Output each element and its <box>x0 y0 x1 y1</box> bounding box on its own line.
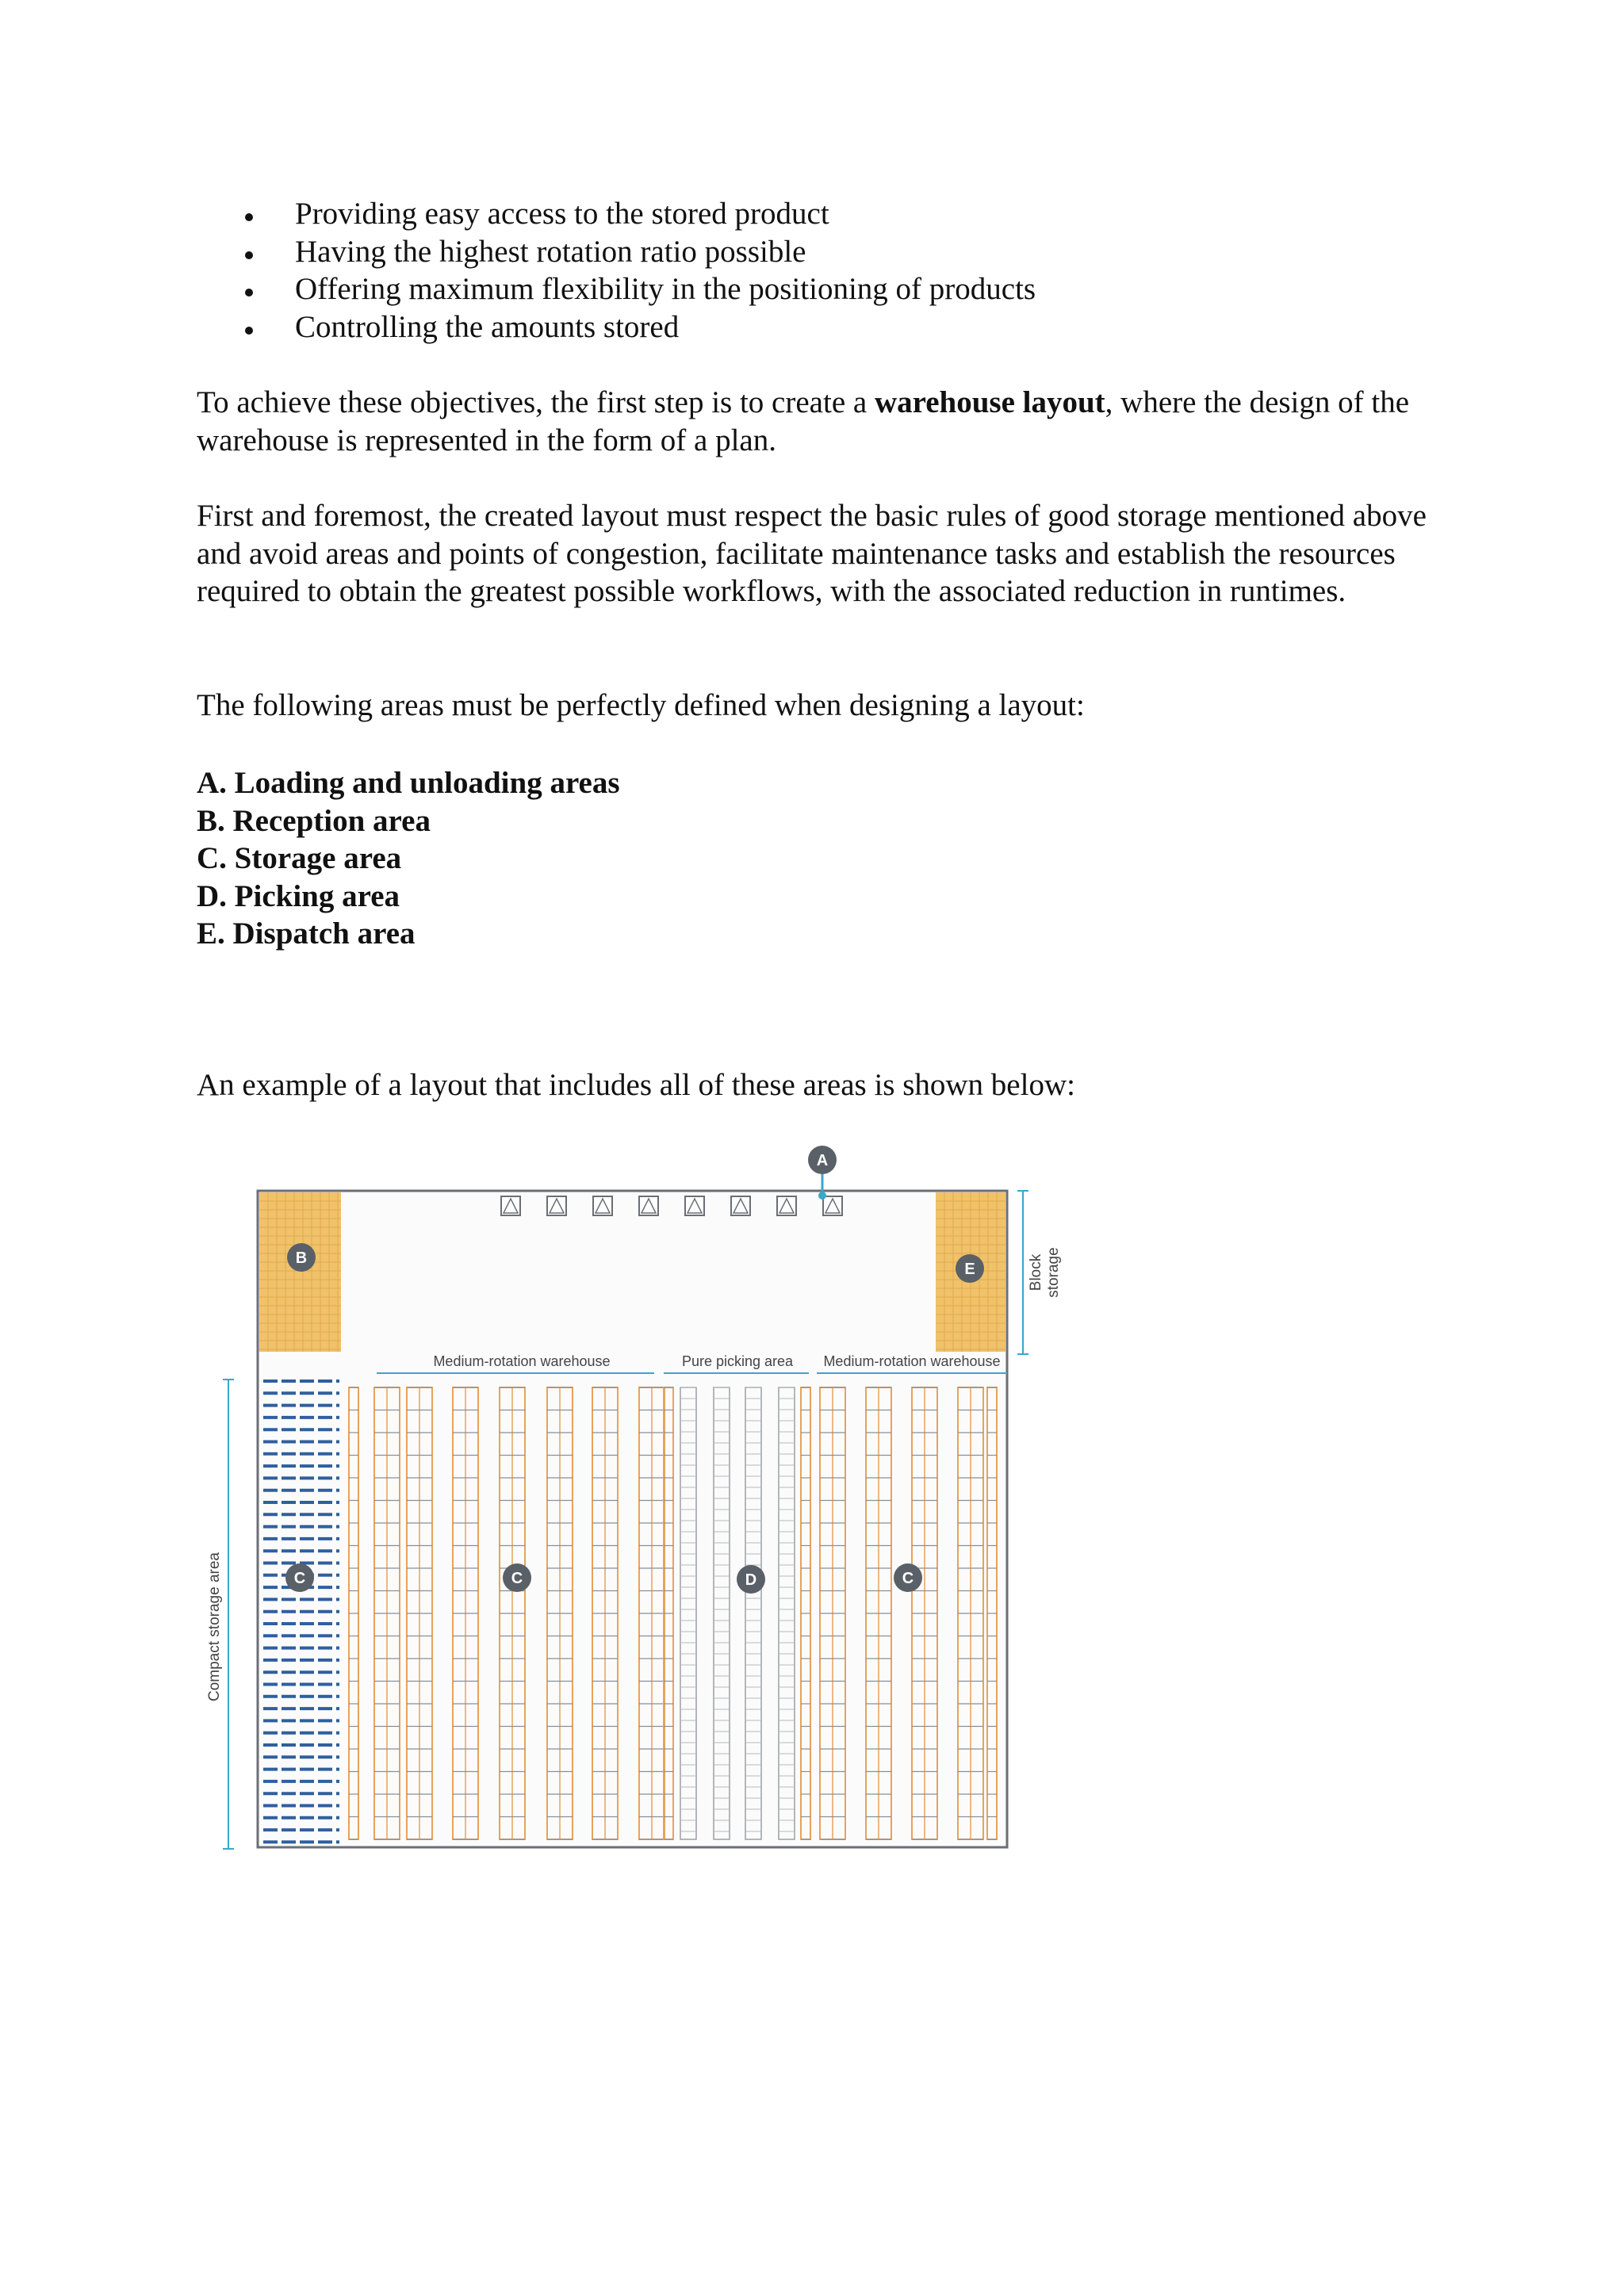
list-item: D. Picking area <box>197 878 400 913</box>
marker-c-compact <box>285 1563 314 1592</box>
marker-a <box>808 1146 837 1174</box>
svg-text:B: B <box>295 1249 308 1267</box>
warehouse-layout-figure <box>190 1134 1142 1863</box>
areas-list <box>197 764 620 953</box>
list-item: E. Dispatch area <box>197 916 416 951</box>
paragraph-objectives: To achieve these objectives, the first step is to create a warehouse layout, where the design of the warehouse is represented in the form of a plan. <box>197 385 1410 457</box>
list-item: Controlling the amounts stored <box>246 308 1036 346</box>
marker-c-medium-left <box>503 1563 531 1592</box>
svg-text:C: C <box>511 1570 523 1587</box>
warehouse-layout-diagram <box>190 1134 1142 1863</box>
marker-d-picking <box>737 1565 765 1594</box>
svg-text:C: C <box>902 1570 914 1587</box>
list-item: C. Storage area <box>197 841 402 875</box>
marker-c-medium-right <box>894 1563 922 1592</box>
objectives-list <box>246 195 1036 346</box>
bullet-icon <box>245 327 253 335</box>
svg-text:E: E <box>964 1261 975 1278</box>
list-item: B. Reception area <box>197 803 431 838</box>
paragraph-example-intro: An example of a layout that includes all of these areas is shown below: <box>197 1068 1075 1102</box>
marker-e <box>956 1254 984 1283</box>
svg-text:storage: storage <box>1045 1247 1062 1298</box>
svg-text:Medium-rotation warehouse: Medium-rotation warehouse <box>823 1353 1001 1369</box>
block-storage-label <box>1028 1247 1062 1297</box>
svg-text:Block: Block <box>1028 1253 1044 1292</box>
paragraph-layout-rules: First and foremost, the created layout must respect the basic rules of good storage mentioned above and avoid areas and points of congestion, facilitate maintenance tasks and establish the resources required to obtain the greatest possible workflows, with the associated reduction in runtimes. <box>197 499 1427 608</box>
list-item: Providing easy access to the stored product <box>246 195 1036 233</box>
bold-term: warehouse layout <box>874 385 1105 419</box>
bullet-icon <box>245 213 253 221</box>
marker-a-point <box>818 1192 826 1200</box>
marker-b <box>287 1243 316 1272</box>
svg-text:Medium-rotation warehouse: Medium-rotation warehouse <box>433 1353 611 1369</box>
list-item: A. Loading and unloading areas <box>197 766 620 800</box>
bullet-icon <box>245 251 253 259</box>
svg-text:C: C <box>293 1570 306 1587</box>
bullet-icon <box>245 289 253 297</box>
list-item: Having the highest rotation ratio possible <box>246 233 1036 271</box>
svg-text:A: A <box>816 1152 829 1169</box>
figure-background <box>258 1191 1007 1847</box>
svg-text:Pure picking area: Pure picking area <box>681 1353 794 1369</box>
compact-storage-label: Compact storage area <box>206 1552 223 1701</box>
list-item: Offering maximum flexibility in the positioning of products <box>246 270 1036 308</box>
svg-text:D: D <box>745 1571 757 1589</box>
paragraph-areas-intro: The following areas must be perfectly defined when designing a layout: <box>197 688 1085 722</box>
